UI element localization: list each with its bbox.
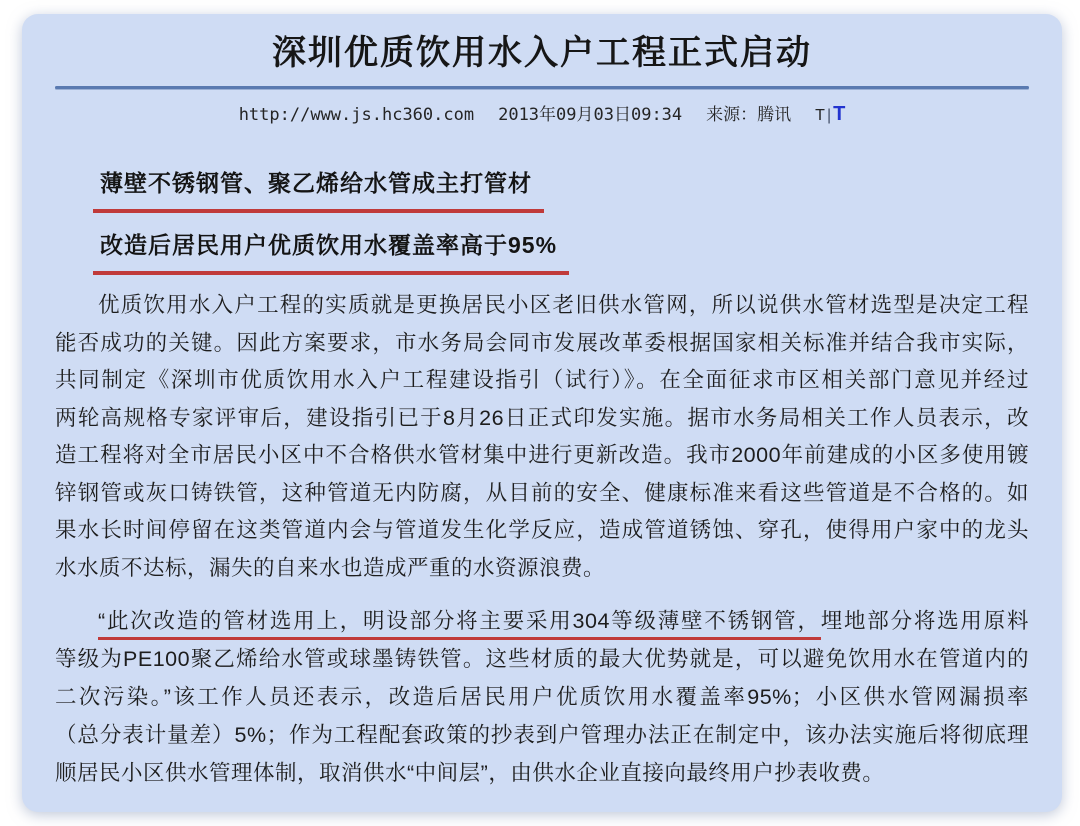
page-title: 深圳优质饮用水入户工程正式启动 [272, 34, 812, 72]
font-smaller-button[interactable]: T [815, 107, 825, 124]
subheading-1: 薄壁不锈钢管、聚乙烯给水管成主打管材 [93, 167, 544, 213]
body-line: 果水长时间停留在这类管道内会与管道发生化学反应，造成管道锈蚀、穿孔，使得用户家中的龙头 [55, 518, 1029, 542]
body-line: 两轮高规格专家评审后，建设指引已于8月26日正式印发实施。据市水务局相关工作人员表示，改 [55, 405, 1029, 430]
body-line: 造工程将对全市居民小区中不合格供水管材集中进行更新改造。我市2000年前建成的小区多使用镀 [55, 443, 1029, 467]
font-larger-button[interactable]: T [833, 103, 846, 125]
subheading-1-row [93, 167, 1029, 213]
body-line: 等级为PE100聚乙烯给水管或球墨铸铁管。这些材质的最大优势就是，可以避免饮用水在管道内的 [55, 647, 1029, 671]
byline [55, 103, 1029, 127]
body-line: （总分表计量差）5%；作为工程配套政策的抄表到户管理办法正在制定中，该办法实施后将彻底理 [55, 723, 1029, 747]
subheading-2: 改造后居民用户优质饮用水覆盖率高于95% [93, 229, 569, 275]
header-divider [55, 86, 1029, 89]
font-control-separator: | [826, 107, 832, 124]
body-line: 水水质不达标，漏失的自来水也造成严重的水资源浪费。 [55, 555, 606, 580]
body-line: 顺居民小区供水管理体制，取消供水“中间层”，由供水企业直接向最终用户抄表收费。 [55, 761, 885, 785]
article-body [55, 287, 1029, 792]
paragraph-2 [55, 602, 1029, 792]
body-line: 能否成功的关键。因此方案要求，市水务局会同市发展改革委根据国家相关标准并结合我市实际， [55, 330, 1029, 355]
source-label: 来源：腾讯 [706, 105, 792, 125]
body-line [55, 602, 1029, 640]
source-url: http://www.js.hc360.com [238, 105, 475, 125]
font-size-control [815, 103, 845, 127]
red-underlined-text: “此次改造的管材选用上，明设部分将主要采用304等级薄壁不锈钢管， [98, 609, 821, 640]
paragraph-1 [55, 287, 1029, 587]
publish-datetime: 2013年09月03日09:34 [498, 105, 683, 125]
body-line-rest: 埋地部分将选用原料 [820, 609, 1029, 633]
body-line: 锌钢管或灰口铸铁管，这种管道无内防腐，从目前的安全、健康标准来看这些管道是不合格的。如 [55, 480, 1029, 505]
subheading-2-row [93, 229, 1029, 275]
body-line: 二次污染。”该工作人员还表示，改造后居民用户优质饮用水覆盖率95%；小区供水管网漏损率 [55, 685, 1029, 709]
article-card [22, 14, 1062, 812]
body-line: 优质饮用水入户工程的实质就是更换居民小区老旧供水管网，所以说供水管材选型是决定工程 [98, 293, 1029, 317]
body-line: 共同制定《深圳市优质饮用水入户工程建设指引（试行）》。在全面征求市区相关部门意见并经过 [55, 368, 1029, 392]
